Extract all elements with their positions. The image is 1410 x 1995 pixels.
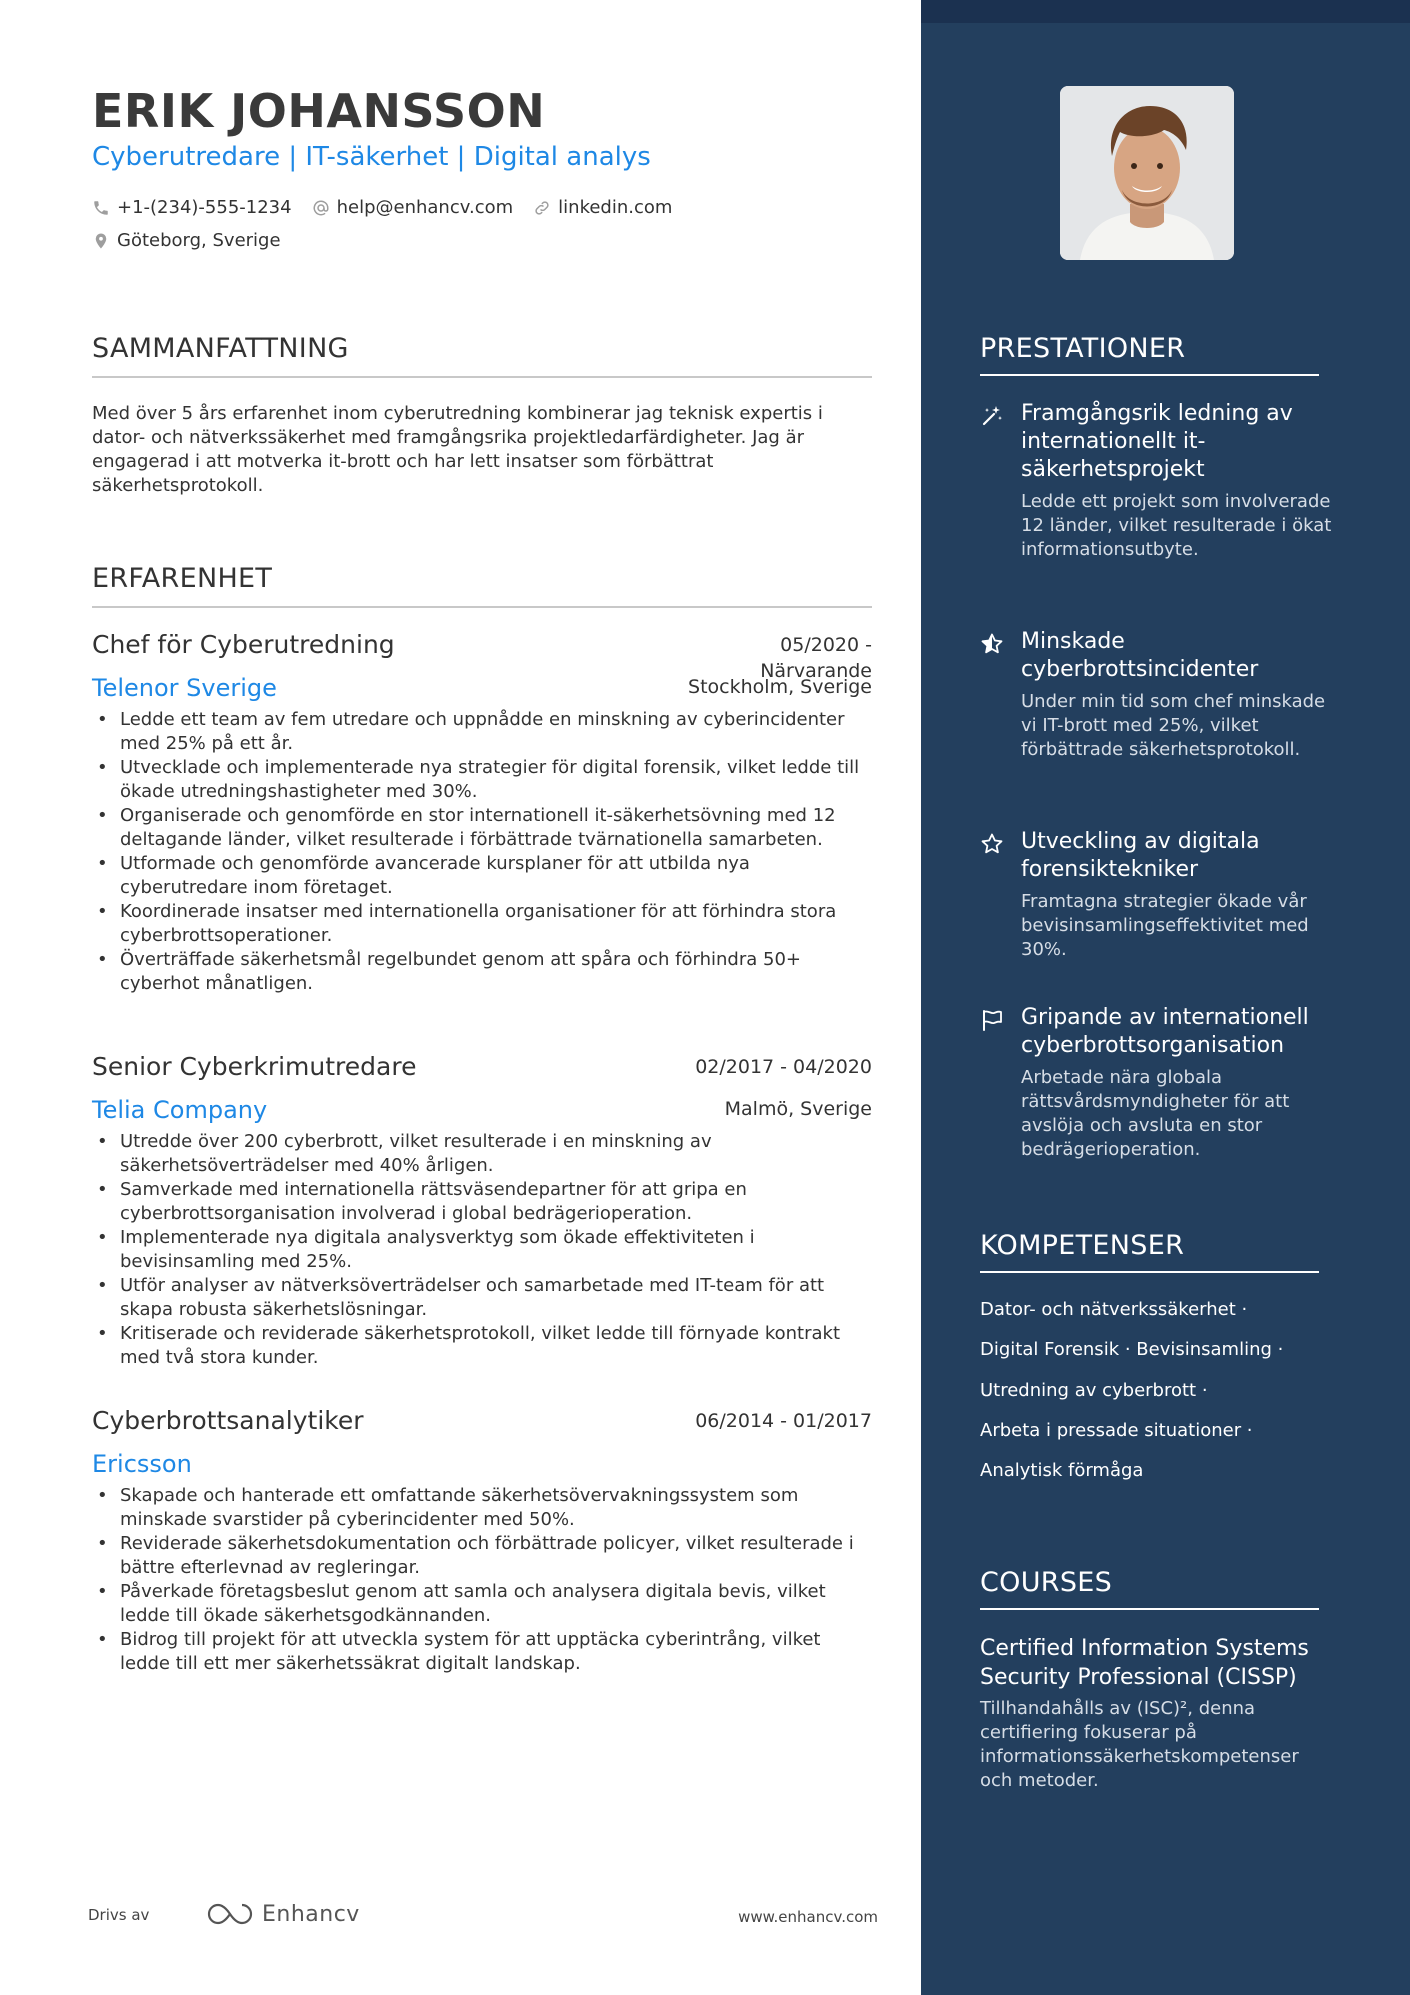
phone-icon [92,199,110,217]
job-bullet: • Reviderade säkerhetsdokumentation och förbättrade policyer, vilket resulterade i bättre efterlevnad av regleringar. [92,1532,872,1580]
job-bullet: • Utredde över 200 cyberbrott, vilket resulterade i en minskning av säkerhetsöverträdelser med 40% årligen. [92,1130,872,1178]
star-icon [980,832,1004,856]
job-dates-start: 05/2020 - [780,634,872,656]
job-bullets [92,1484,872,1676]
candidate-name: ERIK JOHANSSON [92,84,546,138]
achievement-desc: Under min tid som chef minskade vi IT-brott med 25%, vilket förbättrade säkerhetsprotokoll. [1021,691,1326,760]
job-bullet: • Kritiserade och reviderade säkerhetsprotokoll, vilket ledde till förnyade kontrakt med två stora kunder. [92,1322,872,1370]
job-entry [92,630,872,996]
location-text: Göteborg, Sverige [117,230,281,251]
job-bullet: • Påverkade företagsbeslut genom att samla och analysera digitala bevis, vilket ledde till ökade säkerhetsgodkännanden. [92,1580,872,1628]
job-entry [92,1406,872,1676]
achievement-desc: Ledde ett projekt som involverade 12 länder, vilket resulterade i ökat informationsutbyte. [1021,491,1332,560]
job-company: Telia Company [92,1096,268,1124]
achievement-title: Gripande av internationell cyberbrottsorganisation [1021,1005,1309,1058]
achievement-desc: Arbetade nära globala rättsvårdsmyndigheter för att avslöja och avsluta en stor bedrägerioperation. [1021,1067,1290,1160]
flag-icon [980,1008,1004,1032]
brand-name: Enhancv [262,1901,360,1927]
achievements-heading: PRESTATIONER [980,333,1319,376]
job-bullet: • Utvecklade och implementerade nya strategier för digital forensik, vilket ledde till ökade utredningshastigheter med 30%. [92,756,872,804]
experience-heading: ERFARENHET [92,563,872,608]
job-dates-range: 02/2017 - 04/2020 [695,1056,872,1078]
job-bullets [92,1130,872,1370]
job-bullet: • Utför analyser av nätverksöverträdelser och samarbetade med IT-team för att skapa robusta säkerhetslösningar. [92,1274,872,1322]
profile-photo [1060,86,1234,260]
achievement-item [980,828,1340,962]
phone-text: +1-(234)-555-1234 [117,197,292,218]
job-dates [695,1054,872,1080]
email-text: help@enhancv.com [336,197,514,218]
enhancv-logo[interactable] [206,1901,360,1927]
link-icon [533,199,551,217]
course-title: Certified Information Systems Security Professional (CISSP) [980,1636,1309,1690]
job-dates-end: Närvarande [760,660,872,682]
job-dates [695,1408,872,1434]
skill-item: Digital Forensik · Bevisinsamling · [980,1339,1284,1360]
contact-row-2 [92,230,301,251]
resume-sidebar [921,0,1410,1995]
achievement-desc: Framtagna strategier ökade vår bevisinsamlingseffektivitet med 30%. [1021,891,1309,960]
job-location: Malmö, Sverige [724,1098,872,1120]
person-avatar-icon [1060,86,1234,260]
summary-text: Med över 5 års erfarenhet inom cyberutredning kombinerar jag teknisk expertis i dator- och nätverkssäkerhet med framgångsrika projektledarfärdigheter. Jag är engagerad i att motverka it-brott och har lett insatser som förbättrat säkerhetsprotokoll. [92,403,823,496]
job-bullet: • Samverkade med internationella rättsväsendepartner för att gripa en cyberbrottsorganisation involverad i global bedrägerioperation. [92,1178,872,1226]
job-bullet: • Utformade och genomförde avancerade kursplaner för att utbilda nya cyberutredare inom företaget. [92,852,872,900]
summary-heading: SAMMANFATTNING [92,333,872,378]
job-company: Telenor Sverige [92,674,277,702]
website-link[interactable]: www.enhancv.com [738,1908,878,1926]
achievement-item [980,628,1340,762]
job-title: Cyberbrottsanalytiker [92,1406,364,1435]
location-pin-icon [92,232,110,250]
job-entry [92,1052,872,1370]
sidebar-top-band [921,0,1410,23]
courses-heading: COURSES [980,1567,1319,1610]
job-bullet: • Skapade och hanterade ett omfattande säkerhetsövervakningssystem som minskade svarstider på cyberincidenter med 50%. [92,1484,872,1532]
contact-phone[interactable] [92,197,292,218]
job-bullet: • Koordinerade insatser med internationella organisationer för att förhindra stora cyberbrottsoperationer. [92,900,872,948]
contact-email[interactable] [312,197,514,218]
job-company: Ericsson [92,1450,192,1478]
job-bullet: • Överträffade säkerhetsmål regelbundet genom att spåra och förhindra 50+ cyberhot månatligen. [92,948,872,996]
at-sign-icon [312,199,330,217]
contact-linkedin[interactable] [533,197,672,218]
skill-item: Arbeta i pressade situationer · [980,1420,1253,1441]
job-title: Senior Cyberkrimutredare [92,1052,417,1081]
half-star-icon [980,632,1004,656]
job-location: Stockholm, Sverige [688,676,872,698]
job-bullets [92,708,872,996]
skill-item: Dator- och nätverkssäkerhet · [980,1299,1248,1320]
skills-heading: KOMPETENSER [980,1230,1319,1273]
powered-by-label: Drivs av [88,1906,150,1924]
achievement-item [980,1004,1340,1162]
skill-item: Utredning av cyberbrott · [980,1380,1208,1401]
infinity-logo-icon [206,1901,254,1927]
job-bullet: • Implementerade nya digitala analysverktyg som ökade effektiviteten i bevisinsamling med 25%. [92,1226,872,1274]
job-bullet: • Bidrog till projekt för att utveckla system för att upptäcka cyberintrång, vilket ledde till ett mer säkerhetssäkrat digitalt landskap. [92,1628,872,1676]
job-bullet: • Organiserade och genomförde en stor internationell it-säkerhetsövning med 12 deltagande länder, vilket resulterade i förbättrade tvärnationella samarbeten. [92,804,872,852]
job-dates-range: 06/2014 - 01/2017 [695,1410,872,1432]
magic-wand-icon [980,404,1004,428]
job-bullet: • Ledde ett team av fem utredare och uppnådde en minskning av cyberincidenter med 25% på ett år. [92,708,872,756]
skill-item: Analytisk förmåga [980,1460,1144,1481]
course-desc: Tillhandahålls av (ISC)², denna certifiering fokuserar på informationssäkerhetskompetenser och metoder. [980,1698,1299,1791]
linkedin-text: linkedin.com [558,197,673,218]
contact-row-1 [92,197,692,218]
achievement-title: Utveckling av digitala forensiktekniker [1021,829,1260,882]
job-title: Chef för Cyberutredning [92,630,395,659]
contact-location [92,230,281,251]
candidate-headline: Cyberutredare | IT-säkerhet | Digital analys [92,142,651,172]
achievement-item [980,400,1340,562]
achievement-title: Minskade cyberbrottsincidenter [1021,629,1259,682]
achievement-title: Framgångsrik ledning av internationellt it-säkerhetsprojekt [1021,401,1293,482]
